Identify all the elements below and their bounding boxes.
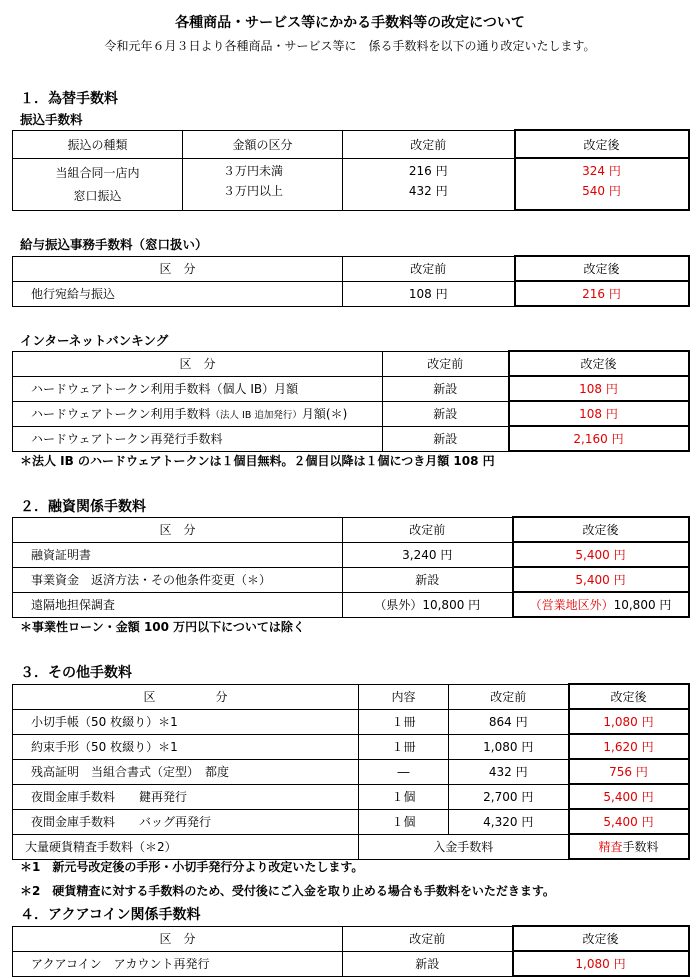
content-cell: １個: [359, 809, 449, 834]
before-cell: 108 円: [343, 281, 515, 306]
transfer-type-line: 窓口振込: [73, 189, 122, 203]
after-cell: 540 円: [515, 182, 689, 210]
table-row: [13, 759, 689, 784]
table-row: [13, 158, 689, 182]
table-row: [13, 401, 689, 426]
header-cell: 改定後: [515, 130, 689, 158]
header-cell: 改定後: [569, 684, 689, 709]
content-cell: １冊: [359, 709, 449, 734]
transfer-type-cell: [13, 158, 183, 210]
header-cell: 改定後: [513, 926, 689, 951]
table-row: [13, 834, 689, 859]
after-text: 手数料: [622, 840, 659, 854]
section1-heading: １．為替手数料: [20, 91, 118, 107]
page-title: 各種商品・サービス等にかかる手数料等の改定について: [175, 15, 525, 31]
table-header-row: [13, 684, 689, 709]
after-cell: 1,080 円: [513, 951, 689, 976]
before-cell: （県外）10,800 円: [343, 592, 513, 617]
before-cell: 新設: [383, 401, 509, 426]
table-row: [13, 734, 689, 759]
header-cell: 区 分: [13, 926, 343, 951]
item-cell: 融資証明書: [13, 542, 343, 567]
before-cell: 2,700 円: [449, 784, 569, 809]
before-cell: 432 円: [343, 182, 515, 210]
after-text: 10,800 円: [613, 598, 672, 612]
item-text: ハードウェアトークン利用手数料: [31, 407, 211, 421]
loan-fee-table: [12, 516, 690, 618]
item-cell: [13, 401, 383, 426]
page-subtitle: 令和元年６月３日より各種商品・サービス等に 係る手数料を以下の通り改定いたします。: [104, 39, 596, 53]
table-header-row: [13, 517, 689, 542]
after-cell: 324 円: [515, 158, 689, 182]
after-cell: 756 円: [569, 759, 689, 784]
after-cell: 216 円: [515, 281, 689, 306]
payroll-fee-heading: 給与振込事務手数料（窓口扱い）: [20, 237, 208, 252]
item-cell: 事業資金 返済方法・その他条件変更（＊）: [13, 567, 343, 592]
header-cell: 改定前: [343, 130, 515, 158]
table-header-row: [13, 351, 689, 376]
header-cell: 区 分: [13, 256, 343, 281]
table-row: [13, 784, 689, 809]
after-cell: 108 円: [509, 401, 689, 426]
after-cell: 2,160 円: [509, 426, 689, 451]
item-cell: アクアコイン アカウント再発行: [13, 951, 343, 976]
amount-cell: ３万円未満: [183, 158, 343, 182]
after-cell: 1,080 円: [569, 709, 689, 734]
item-cell: 夜間金庫手数料 バッグ再発行: [13, 809, 359, 834]
after-cell: 5,400 円: [569, 809, 689, 834]
header-cell: 改定前: [383, 351, 509, 376]
after-cell: 5,400 円: [513, 567, 689, 592]
ib-fee-table: [12, 350, 690, 452]
table-row: [13, 542, 689, 567]
before-cell: 入金手数料: [359, 834, 569, 859]
item-cell: 遠隔地担保調査: [13, 592, 343, 617]
item-cell: 他行宛給与振込: [13, 281, 343, 306]
section4-heading: ４．アクアコイン関係手数料: [20, 907, 201, 923]
table-row: [13, 376, 689, 401]
header-cell: 区 分: [13, 517, 343, 542]
item-cell: ハードウェアトークン利用手数料（個人 IB）月額: [13, 376, 383, 401]
before-cell: 1,080 円: [449, 734, 569, 759]
header-cell: 金額の区分: [183, 130, 343, 158]
item-cell: 約束手形（50 枚綴り）＊1: [13, 734, 359, 759]
before-cell: 216 円: [343, 158, 515, 182]
table-header-row: [13, 256, 689, 281]
content-cell: １個: [359, 784, 449, 809]
after-cell: 108 円: [509, 376, 689, 401]
after-cell: 5,400 円: [513, 542, 689, 567]
ib-note: ＊法人 IB のハードウェアトークンは１個目無料。２個目以降は１個につき月額 108 円: [20, 454, 495, 468]
table-row: [13, 426, 689, 451]
before-cell: 4,320 円: [449, 809, 569, 834]
before-cell: 新設: [383, 426, 509, 451]
transfer-fee-heading: 振込手数料: [20, 112, 83, 127]
content-cell: １冊: [359, 734, 449, 759]
after-cell: 1,620 円: [569, 734, 689, 759]
header-cell: 改定前: [449, 684, 569, 709]
table-header-row: [13, 926, 689, 951]
other-note-1: ＊1 新元号改定後の手形・小切手発行分より改定いたします。: [20, 860, 364, 874]
payroll-fee-table: [12, 255, 690, 307]
after-red-text: 精査: [598, 840, 623, 854]
content-cell: ―: [359, 759, 449, 784]
before-cell: 3,240 円: [343, 542, 513, 567]
table-header-row: [13, 130, 689, 158]
header-cell: 改定後: [515, 256, 689, 281]
item-small-text: （法人 IB 追加発行）: [210, 410, 302, 421]
item-cell: 大量硬貨精査手数料（＊2）: [13, 834, 359, 859]
before-cell: 新設: [343, 951, 513, 976]
before-cell: 432 円: [449, 759, 569, 784]
other-note-2: ＊2 硬貨精査に対する手数料のため、受付後にご入金を取り止める場合も手数料をいただきます。: [20, 884, 555, 898]
header-cell: 改定前: [343, 517, 513, 542]
header-cell: 改定後: [509, 351, 689, 376]
amount-cell: ３万円以上: [183, 182, 343, 210]
after-cell: [569, 834, 689, 859]
table-row: [13, 281, 689, 306]
item-cell: 小切手帳（50 枚綴り）＊1: [13, 709, 359, 734]
item-cell: 残高証明 当組合書式（定型） 都度: [13, 759, 359, 784]
table-row: [13, 592, 689, 617]
ib-heading: インターネットバンキング: [20, 333, 169, 348]
before-cell: 新設: [383, 376, 509, 401]
section2-heading: ２．融資関係手数料: [20, 499, 146, 515]
item-cell: 夜間金庫手数料 鍵再発行: [13, 784, 359, 809]
table-row: [13, 709, 689, 734]
header-cell: 区 分: [13, 684, 359, 709]
header-cell: 改定前: [343, 926, 513, 951]
table-row: [13, 951, 689, 976]
header-cell: 振込の種類: [13, 130, 183, 158]
loan-note: ＊事業性ローン・金額 100 万円以下については除く: [20, 620, 305, 634]
transfer-fee-table: [12, 129, 690, 211]
after-red-text: （営業地区外）: [529, 598, 614, 612]
item-cell: ハードウェアトークン再発行手数料: [13, 426, 383, 451]
transfer-type-line: 当組合同一店内: [55, 166, 140, 180]
section3-heading: ３．その他手数料: [20, 665, 132, 681]
aquacoin-fee-table: [12, 925, 690, 977]
header-cell: 改定前: [343, 256, 515, 281]
after-cell: 5,400 円: [569, 784, 689, 809]
table-row: [13, 809, 689, 834]
before-cell: 864 円: [449, 709, 569, 734]
header-cell: 区 分: [13, 351, 383, 376]
header-cell: 改定後: [513, 517, 689, 542]
table-row: [13, 567, 689, 592]
item-text: 月額(＊): [301, 407, 348, 421]
other-fee-table: [12, 683, 690, 860]
after-cell: [513, 592, 689, 617]
header-cell: 内容: [359, 684, 449, 709]
before-cell: 新設: [343, 567, 513, 592]
